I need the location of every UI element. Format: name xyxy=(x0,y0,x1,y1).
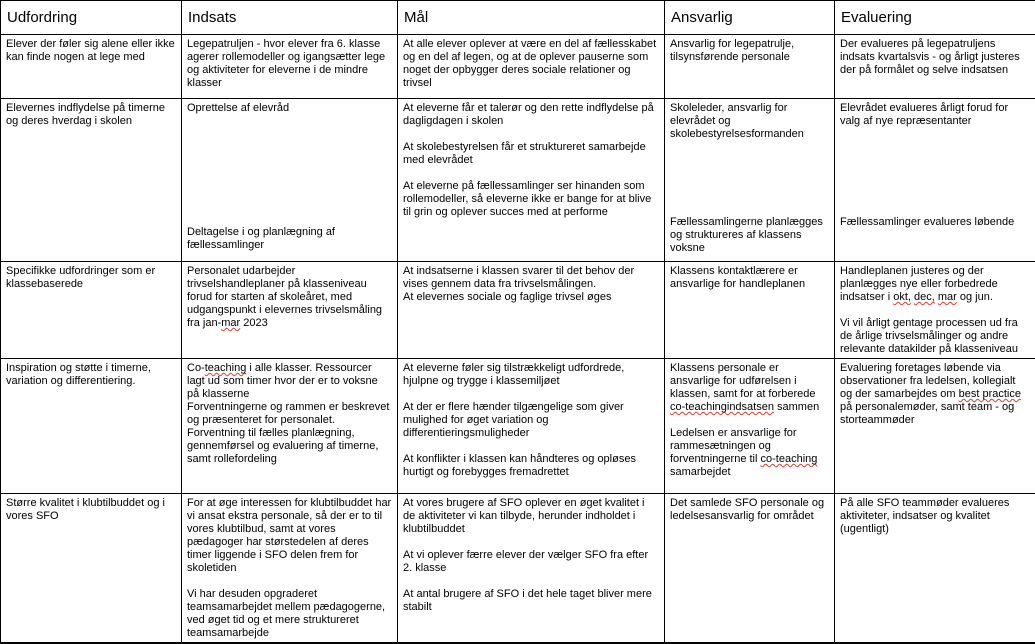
cell-r3-indsats[interactable] xyxy=(182,262,398,359)
cell-text: Oprettelse af elevråd xyxy=(187,102,392,115)
cell-r1-indsats[interactable] xyxy=(182,35,398,99)
cell-r2-evaluering[interactable] xyxy=(835,99,1035,262)
cell-r1-maal[interactable] xyxy=(398,35,665,99)
text-segment: på personalemøder, samt team - og storteammøder xyxy=(840,401,1014,426)
text-segment: sammen xyxy=(774,401,819,413)
cell-text: Deltagelse i og planlægning af fællessamlinger xyxy=(187,226,392,252)
cell-text: Forventningerne og rammen er beskrevet og præsenteret for personalet. Forventning til fælles planlægning, gennemførsel og evaluering af timerne, samt rollefordeling xyxy=(187,401,392,466)
cell-text: At konflikter i klassen kan håndteres og opløses hurtigt og forebygges fremadrettet xyxy=(403,453,659,479)
cell-text xyxy=(840,265,1030,304)
cell-text: Inspiration og støtte i timerne, variation og differentiering. xyxy=(6,362,176,388)
column-header-evaluering: Evaluering xyxy=(835,1,1035,35)
cell-text: Elevrådet evalueres årligt forud for valg af nye repræsentanter xyxy=(840,102,1030,128)
cell-r1-ansvarlig[interactable] xyxy=(665,35,835,99)
misspelled-word: co-teachingindsatsen xyxy=(670,401,774,413)
text-segment: Klassens personale er ansvarlige for udførelsen i klassen, samt for at forberede xyxy=(670,362,816,400)
cell-text: At eleverne føler sig tilstrækkeligt udfordrede, hjulpne og trygge i klassemiljøet xyxy=(403,362,659,388)
cell-text: At vores brugere af SFO oplever en øget kvalitet i de aktiviteter vi kan tilbyde, herunder indholdet i klubtilbuddet xyxy=(403,497,659,536)
text-segment: i alle klasser. Ressourcer lagt ud som timer hvor der er to voksne på klasserne xyxy=(187,362,378,400)
cell-r2-ansvarlig[interactable] xyxy=(665,99,835,262)
misspelled-word: mar xyxy=(221,317,240,329)
cell-text: Klassens kontaktlærere er ansvarlige for handleplanen xyxy=(670,265,829,291)
cell-r5-udfordring[interactable] xyxy=(1,494,182,644)
cell-text: At vi oplever færre elever der vælger SFO fra efter 2. klasse xyxy=(403,549,659,575)
cell-text: For at øge interessen for klubtilbuddet har vi ansat ekstra personale, så der er to til vores klubtilbud, samt at vores pædagoger har størstedelen af deres timer liggende i SFO delen frem for skoletiden xyxy=(187,497,392,575)
misspelled-word: dec, xyxy=(914,291,935,303)
cell-text: Fællessamlingerne planlægges og struktureres af klassens voksne xyxy=(670,216,829,255)
cell-r5-indsats[interactable] xyxy=(182,494,398,644)
cell-text: Specifikke udfordringer som er klassebaserede xyxy=(6,265,176,291)
cell-text: Vi vil årligt gentage processen ud fra de årlige trivselsmålinger og andre relevante datakilder på klasseniveau xyxy=(840,317,1030,356)
cell-r1-udfordring[interactable] xyxy=(1,35,182,99)
cell-text: På alle SFO teammøder evalueres aktiviteter, indsatser og kvalitet (ugentligt) xyxy=(840,497,1030,536)
cell-r5-maal[interactable] xyxy=(398,494,665,644)
table-row xyxy=(1,99,1035,262)
cell-text: At antal brugere af SFO i det hele taget bliver mere stabilt xyxy=(403,588,659,614)
text-segment: Evaluering foretages løbende via observationer fra ledelsen, kollegialt og der samarbejdes om xyxy=(840,362,1016,400)
header-row xyxy=(1,1,1035,35)
cell-r4-maal[interactable] xyxy=(398,359,665,494)
text-segment: Handleplanen justeres og der planlægges nye eller forbedrede indsatser i xyxy=(840,265,998,303)
misspelled-word: best practice xyxy=(959,388,1021,400)
cell-r2-indsats[interactable] xyxy=(182,99,398,262)
cell-text: At eleverne får et talerør og den rette indflydelse på dagligdagen i skolen xyxy=(403,102,659,128)
column-header-maal: Mål xyxy=(398,1,665,35)
cell-text xyxy=(187,265,392,330)
column-header-udfordring: Udfordring xyxy=(1,1,182,35)
cell-r3-evaluering[interactable] xyxy=(835,262,1035,359)
cell-text: Skoleleder, ansvarlig for elevrådet og skolebestyrelsesformanden xyxy=(670,102,829,141)
column-header-ansvarlig: Ansvarlig xyxy=(665,1,835,35)
misspelled-word: co-teaching xyxy=(761,453,818,465)
column-header-indsats: Indsats xyxy=(182,1,398,35)
misspelled-word: okt, xyxy=(893,291,911,303)
cell-text xyxy=(840,362,1030,427)
cell-text: At indsatserne i klassen svarer til det behov der vises gennem data fra trivselsmålingen. xyxy=(403,265,659,291)
cell-r4-ansvarlig[interactable] xyxy=(665,359,835,494)
cell-r4-indsats[interactable] xyxy=(182,359,398,494)
text-segment: Personalet udarbejder trivselshandleplaner på klasseniveau forud for starten af skoleåret, med udgangspunkt i elevernes trivselsmåling fra jan- xyxy=(187,265,382,329)
cell-r3-udfordring[interactable] xyxy=(1,262,182,359)
cell-text: Elevernes indflydelse på timerne og deres hverdag i skolen xyxy=(6,102,176,128)
text-segment: samarbejdet xyxy=(670,466,731,478)
cell-text: At der er flere hænder tilgængelige som giver mulighed for øget variation og differentieringsmuligheder xyxy=(403,401,659,440)
cell-r3-maal[interactable] xyxy=(398,262,665,359)
cell-text: Det samlede SFO personale og ledelsesansvarlig for området xyxy=(670,497,829,523)
cell-r5-evaluering[interactable] xyxy=(835,494,1035,644)
cell-r2-maal[interactable] xyxy=(398,99,665,262)
cell-text: Legepatruljen - hvor elever fra 6. klasse agerer rollemodeller og igangsætter lege og aktiviteter for eleverne i de mindre klasser xyxy=(187,38,392,90)
table-row xyxy=(1,494,1035,644)
cell-r2-udfordring[interactable] xyxy=(1,99,182,262)
cell-text: At alle elever oplever at være en del af fællesskabet og en del af legen, og at de oplever pauserne som noget der opbygger deres sociale relationer og trivsel xyxy=(403,38,659,90)
cell-text xyxy=(670,362,829,414)
misspelled-word: teaching xyxy=(205,362,247,374)
table-row xyxy=(1,262,1035,359)
text-segment: 2023 xyxy=(240,317,268,329)
table-row xyxy=(1,35,1035,99)
text-segment: Co- xyxy=(187,362,205,374)
cell-text: At eleverne på fællessamlinger ser hinanden som rollemodeller, så eleverne ikke er bange for at blive til grin og oplever succes med at performe xyxy=(403,180,659,219)
cell-text: Vi har desuden opgraderet teamsamarbejdet mellem pædagogerne, ved øget tid og et mere struktureret teamsamarbejde xyxy=(187,588,392,640)
cell-r1-evaluering[interactable] xyxy=(835,35,1035,99)
cell-text: Der evalueres på legepatruljens indsats kvartalsvis - og årligt justeres der på formålet og selve indsatsen xyxy=(840,38,1030,77)
cell-text xyxy=(670,427,829,479)
cell-r3-ansvarlig[interactable] xyxy=(665,262,835,359)
cell-text xyxy=(187,362,392,401)
cell-text: At elevernes sociale og faglige trivsel øges xyxy=(403,291,659,304)
cell-r4-evaluering[interactable] xyxy=(835,359,1035,494)
cell-r5-ansvarlig[interactable] xyxy=(665,494,835,644)
cell-text: At skolebestyrelsen får et struktureret samarbejde med elevrådet xyxy=(403,141,659,167)
cell-r4-udfordring[interactable] xyxy=(1,359,182,494)
misspelled-word: mar xyxy=(938,291,957,303)
cell-text: Fællessamlinger evalueres løbende xyxy=(840,216,1030,229)
text-segment: Ledelsen er ansvarlige for rammesætningen og forventningerne til xyxy=(670,427,797,465)
cell-text: Større kvalitet i klubtilbuddet og i vores SFO xyxy=(6,497,176,523)
cell-text: Ansvarlig for legepatrulje, tilsynsførende personale xyxy=(670,38,829,64)
cell-text: Elever der føler sig alene eller ikke kan finde nogen at lege med xyxy=(6,38,176,64)
table-row xyxy=(1,359,1035,494)
text-segment: og jun. xyxy=(957,291,993,303)
